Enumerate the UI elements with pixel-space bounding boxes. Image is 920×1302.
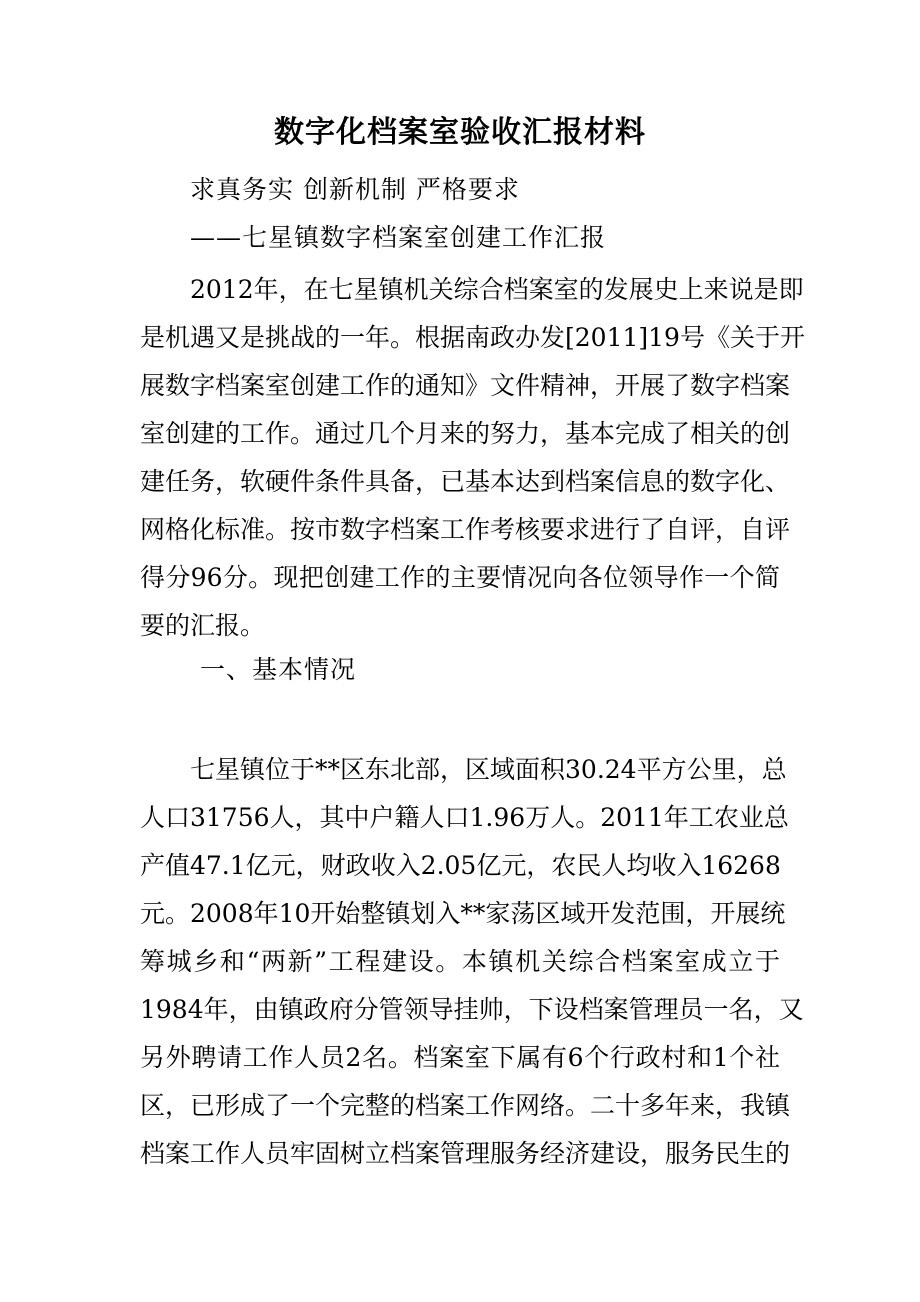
paragraph-line: 网格化标准。按市数字档案工作考核要求进行了自评，自评 <box>140 515 791 544</box>
paragraph-line: 另外聘请工作人员2名。档案室下属有6个行政村和1个社 <box>140 1043 780 1072</box>
paragraph-1 <box>140 266 805 650</box>
paragraph-line: 要的汇报。 <box>140 611 266 640</box>
section-heading: 一、基本情况 <box>200 655 357 684</box>
document-subline: ——七星镇数字档案室创建工作汇报 <box>190 223 607 252</box>
paragraph-line: 产值47.1亿元，财政收入2.05亿元，农民人均收入16268 <box>140 851 781 880</box>
paragraph-line: 七星镇位于**区东北部，区域面积30.24平方公里，总 <box>190 755 787 784</box>
paragraph-line: 档案工作人员牢固树立档案管理服务经济建设，服务民生的 <box>140 1139 791 1168</box>
paragraph-line: 室创建的工作。通过几个月来的努力，基本完成了相关的创 <box>140 419 791 448</box>
paragraph-line: 1984年，由镇政府分管领导挂帅，下设档案管理员一名，又 <box>140 995 804 1024</box>
paragraph-line: 区，已形成了一个完整的档案工作网络。二十多年来，我镇 <box>140 1091 791 1120</box>
paragraph-line: 得分96分。现把创建工作的主要情况向各位领导作一个简 <box>140 563 780 592</box>
paragraph-line: 元。2008年10开始整镇划入**家荡区域开发范围，开展统 <box>140 899 786 928</box>
document-subtitle: 求真务实 创新机制 严格要求 <box>190 175 520 204</box>
paragraph-line: 是机遇又是挑战的一年。根据南政办发[2011]19号《关于开 <box>140 323 805 352</box>
paragraph-line: 筹城乡和“两新”工程建设。本镇机关综合档案室成立于 <box>140 947 780 976</box>
document-title: 数字化档案室验收汇报材料 <box>274 115 646 150</box>
paragraph-2 <box>140 746 804 1178</box>
paragraph-line: 人口31756人，其中户籍人口1.96万人。2011年工农业总 <box>140 803 789 832</box>
paragraph-line: 2012年，在七星镇机关综合档案室的发展史上来说是即 <box>190 275 804 304</box>
paragraph-line: 展数字档案室创建工作的通知》文件精神，开展了数字档案 <box>140 371 791 400</box>
paragraph-line: 建任务，软硬件条件具备，已基本达到档案信息的数字化、 <box>140 467 791 496</box>
